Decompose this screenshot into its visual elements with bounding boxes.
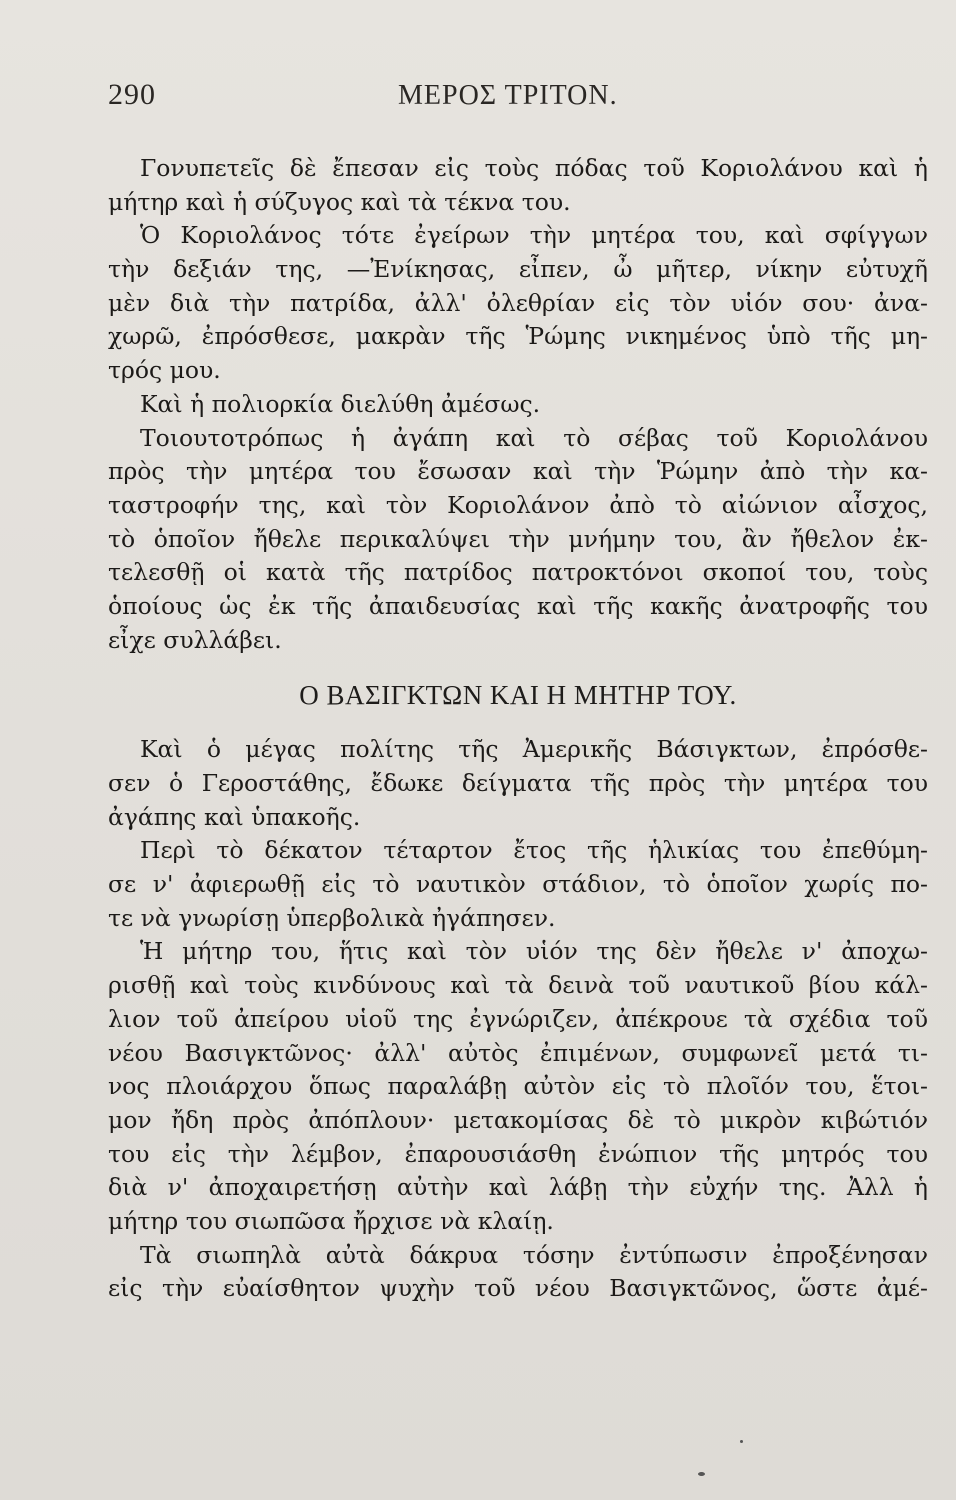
paragraph: [108, 834, 928, 935]
text-line: νέου Βασιγκτῶνος· ἀλλ' αὐτὸς ἐπιμένων, συμφωνεῖ μετά τι-: [108, 1038, 928, 1067]
paragraph: [108, 422, 928, 658]
text-line: ὁποίους ὡς ἐκ τῆς ἀπαιδευσίας καὶ τῆς κακῆς ἀνατροφῆς του: [108, 591, 928, 620]
section-title: Ο ΒΑΣΙΓΚΤΩΝ ΚΑΙ Η ΜΗΤΗΡ ΤΟΥ.: [299, 680, 737, 711]
running-head: ΜΕΡΟΣ ΤΡΙΤΟΝ.: [398, 80, 618, 111]
text-line: εἰς τὴν εὐαίσθητον ψυχὴν τοῦ νέου Βασιγκτῶνος, ὥστε ἀμέ-: [108, 1274, 928, 1303]
text-line: τελεσθῇ οἱ κατὰ τῆς πατρίδος πατροκτόνοι σκοποί του, τοὺς: [108, 558, 928, 587]
text-line: διὰ ν' ἀποχαιρετήσῃ αὐτὴν καὶ λάβῃ τὴν εὐχήν της. Ἀλλ ἡ: [108, 1173, 928, 1202]
page-number: 290: [108, 78, 156, 111]
text-line: ταστροφήν της, καὶ τὸν Κοριολάνον ἀπὸ τὸ αἰώνιον αἶσχος,: [108, 490, 928, 519]
ink-speck: [740, 1440, 743, 1443]
paragraph: [108, 935, 928, 1238]
text-line: Ἡ μήτηρ του, ἥτις καὶ τὸν υἱόν της δὲν ἤθελε ν' ἀποχω-: [140, 937, 928, 966]
text-line: Καὶ ἡ πολιορκία διελύθη ἀμέσως.: [140, 389, 541, 418]
text-line: μον ἤδη πρὸς ἀπόπλουν· μετακομίσας δὲ τὸ μικρὸν κιβώτιόν: [108, 1105, 928, 1134]
paragraph: [108, 733, 928, 834]
body-text: [108, 152, 928, 1306]
text-line: μήτηρ του σιωπῶσα ἤρχισε νὰ κλαίῃ.: [108, 1206, 554, 1235]
paragraph: [108, 219, 928, 387]
text-line: Γονυπετεῖς δὲ ἔπεσαν εἰς τοὺς πόδας τοῦ Κοριολάνου καὶ ἡ: [140, 154, 928, 182]
text-line: Ὁ Κοριολάνος τότε ἐγείρων τὴν μητέρα του, καὶ σφίγγων: [140, 221, 928, 250]
ink-speck: [698, 1472, 705, 1476]
paragraph: [108, 152, 928, 219]
text-line: του εἰς τὴν λέμβον, ἐπαρουσιάσθη ἐνώπιον τῆς μητρός του: [108, 1139, 928, 1168]
paragraph: [108, 388, 928, 422]
text-line: σε ν' ἀφιερωθῇ εἰς τὸ ναυτικὸν στάδιον, τὸ ὁποῖον χωρίς πο-: [108, 870, 928, 899]
text-line: τε νὰ γνωρίσῃ ὑπερβολικὰ ἠγάπησεν.: [108, 903, 556, 932]
text-line: ἀγάπης καὶ ὑπακοῆς.: [108, 802, 361, 831]
text-line: πρὸς τὴν μητέρα του ἔσωσαν καὶ τὴν Ῥώμην ἀπὸ τὴν κα-: [108, 457, 928, 486]
text-line: εἶχε συλλάβει.: [108, 625, 282, 654]
text-line: σεν ὁ Γεροστάθης, ἔδωκε δείγματα τῆς πρὸς τὴν μητέρα του: [108, 769, 928, 797]
text-line: τὸ ὁποῖον ἤθελε περικαλύψει τὴν μνήμην του, ἂν ἤθελον ἐκ-: [108, 524, 928, 553]
page-header: [108, 78, 838, 118]
text-line: Καὶ ὁ μέγας πολίτης τῆς Ἀμερικῆς Βάσιγκτων, ἐπρόσθε-: [140, 735, 928, 764]
text-line: μήτηρ καὶ ἡ σύζυγος καὶ τὰ τέκνα του.: [108, 187, 571, 216]
text-line: νος πλοιάρχου ὅπως παραλάβῃ αὐτὸν εἰς τὸ πλοῖόν του, ἕτοι-: [108, 1072, 928, 1101]
text-line: μὲν διὰ τὴν πατρίδα, ἀλλ' ὀλεθρίαν εἰς τὸν υἱόν σου· ἀνα-: [108, 288, 928, 317]
text-line: Τοιουτοτρόπως ἡ ἀγάπη καὶ τὸ σέβας τοῦ Κοριολάνου: [140, 423, 928, 452]
text-line: Περὶ τὸ δέκατον τέταρτον ἔτος τῆς ἡλικίας του ἐπεθύμη-: [140, 836, 928, 865]
text-line: χωρῶ, ἐπρόσθεσε, μακρὰν τῆς Ῥώμης νικημένος ὑπὸ τῆς μη-: [108, 322, 928, 351]
paragraph: [108, 1239, 928, 1306]
text-line: λιον τοῦ ἀπείρου υἱοῦ της ἐγνώριζεν, ἀπέκρουε τὰ σχέδια τοῦ: [108, 1004, 928, 1033]
text-line: τρός μου.: [108, 356, 221, 385]
text-line: ρισθῇ καὶ τοὺς κινδύνους καὶ τὰ δεινὰ τοῦ ναυτικοῦ βίου κάλ-: [108, 971, 928, 1000]
text-line: Τὰ σιωπηλὰ αὐτὰ δάκρυα τόσην ἐντύπωσιν ἐπροξένησαν: [140, 1240, 928, 1269]
text-line: τὴν δεξιάν της, —Ἐνίκησας, εἶπεν, ὦ μῆτερ, νίκην εὐτυχῆ: [108, 255, 928, 284]
